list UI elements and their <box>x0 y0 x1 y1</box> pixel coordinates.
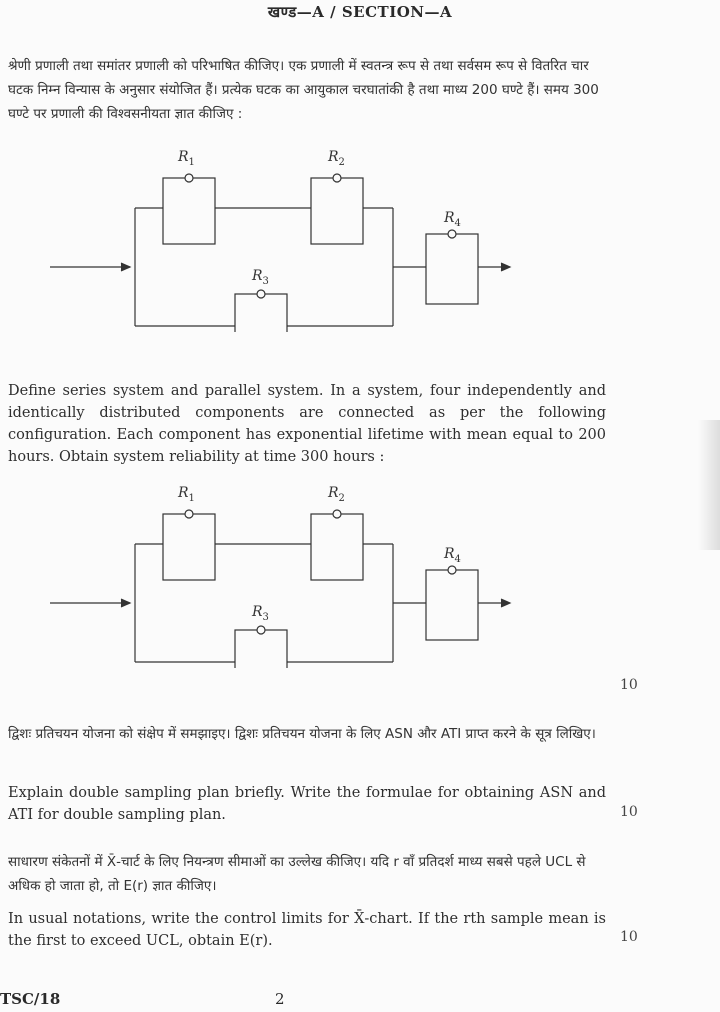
label-r2: $R_2$ <box>328 149 345 168</box>
component-r3 <box>235 268 287 332</box>
reliability-diagram-hindi <box>40 142 560 332</box>
q1-marks: 10 <box>620 677 638 693</box>
section-header <box>0 2 720 22</box>
component-r4 <box>426 210 478 304</box>
component-r1 <box>163 485 215 580</box>
label-r4: $R_4$ <box>444 210 461 229</box>
reliability-diagram-english <box>40 478 560 668</box>
section-header-sep: / <box>330 3 337 21</box>
q3-hindi-text: साधारण संकेतनों में X̄-चार्ट के लिए नियन्त्रण सीमाओं का उल्लेख कीजिए। यदि r वाँ प्रतिदर्श माध्य सबसे पहले UCL से अधिक हो जाता हो, तो E(r) ज्ञात कीजिए। <box>8 854 586 894</box>
label-r2: $R_2$ <box>328 485 345 504</box>
q1-hindi-text: श्रेणी प्रणाली तथा समांतर प्रणाली को परिभाषित कीजिए। एक प्रणाली में स्वतन्त्र रूप से तथा सर्वसम रूप से वितरित चार घटक निम्न विन्यास के अनुसार संयोजित हैं। प्रत्येक घटक का आयुकाल चरघातांकी है तथा माध्य 200 घण्टे हैं। समय 300 घण्टे पर प्रणाली की विश्वसनीयता ज्ञात कीजिए : <box>8 58 599 122</box>
component-r4 <box>426 546 478 640</box>
section-header-english: SECTION—A <box>341 3 453 21</box>
q2-english-text: Explain double sampling plan briefly. Write the formulae for obtaining ASN and ATI for double sampling plan. <box>8 785 606 823</box>
q1-english-text: Define series system and parallel system. In a system, four independently and identically distributed components are connected as per the following configuration. Each component has exponential lifetime with mean equal to 200 hours. Obtain system reliability at time 300 hours : <box>8 383 606 465</box>
diagram-wires <box>50 208 510 326</box>
component-r2 <box>311 149 363 244</box>
section-header-hindi: खण्ड—A <box>267 3 325 21</box>
q3-english-text: In usual notations, write the control limits for X̄-chart. If the rth sample mean is the first to exceed UCL, obtain E(r). <box>8 911 606 949</box>
paper-code: TSC/18 <box>0 990 61 1008</box>
label-r1: $R_1$ <box>178 149 195 168</box>
component-r1 <box>163 149 215 244</box>
label-r4: $R_4$ <box>444 546 461 565</box>
label-r1: $R_1$ <box>178 485 195 504</box>
page-edge-shadow <box>698 420 720 550</box>
component-r2 <box>311 485 363 580</box>
diagram-wires <box>50 544 510 662</box>
q3-marks: 10 <box>620 929 638 945</box>
label-r3: $R_3$ <box>252 268 269 287</box>
page-number: 2 <box>275 990 285 1008</box>
label-r3: $R_3$ <box>252 604 269 623</box>
component-r3 <box>235 604 287 668</box>
q2-hindi-text: द्विशः प्रतिचयन योजना को संक्षेप में समझाइए। द्विशः प्रतिचयन योजना के लिए ASN और ATI प्राप्त करने के सूत्र लिखिए। <box>8 726 596 742</box>
q2-marks: 10 <box>620 804 638 820</box>
